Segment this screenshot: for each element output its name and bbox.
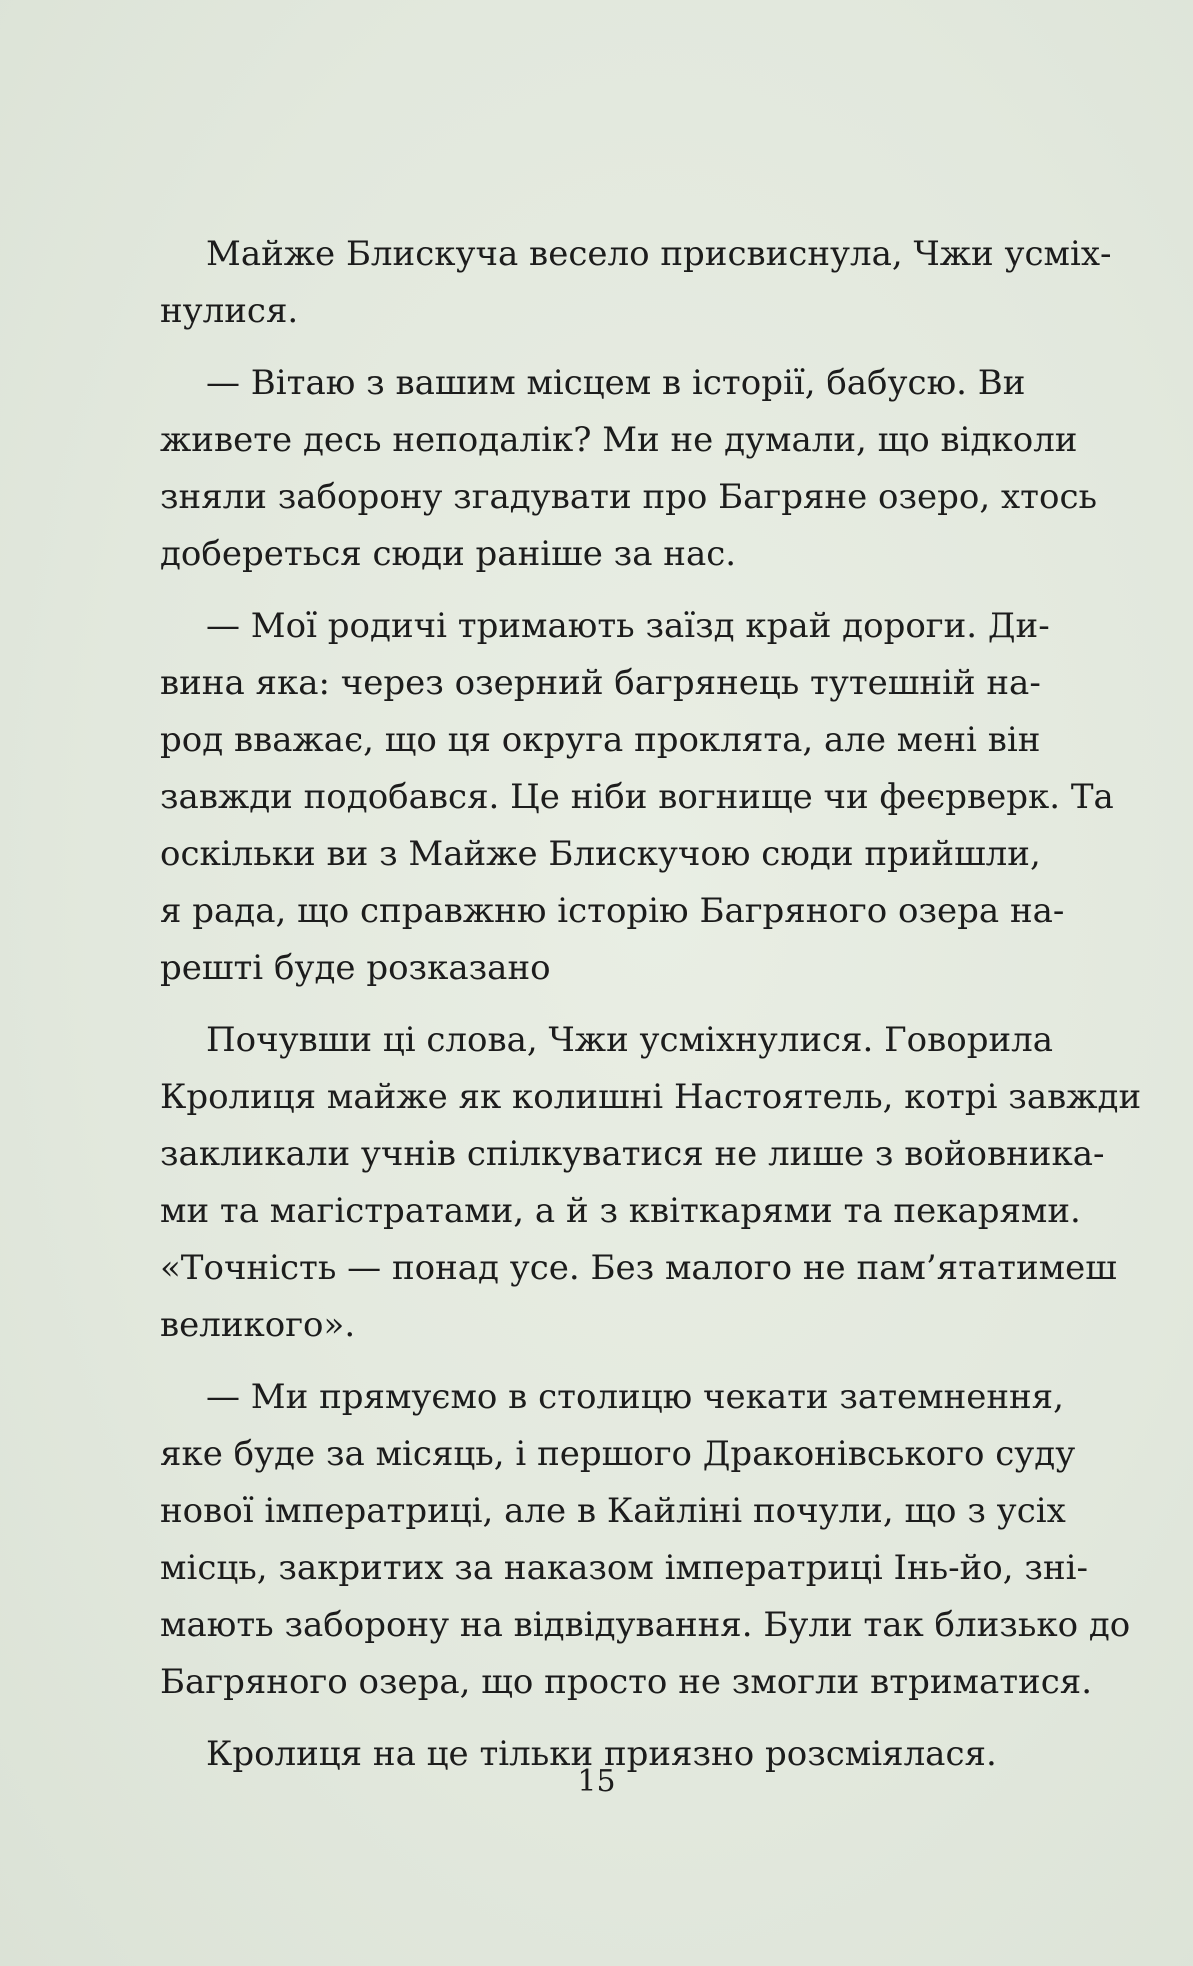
- page-text: [160, 226, 1142, 1783]
- text-line: закликали учнів спілкуватися не лише з войовника-: [160, 1134, 1105, 1174]
- text-line: Кролиця на це тільки приязно розсміялася.: [206, 1734, 997, 1774]
- paragraph: [160, 226, 1112, 340]
- text-line: — Вітаю з вашим місцем в історії, бабусю. Ви: [206, 363, 1026, 403]
- text-line: вина яка: через озерний багрянець тутешній на-: [160, 663, 1041, 703]
- text-line: яке буде за місяць, і першого Драконівського суду: [160, 1434, 1076, 1474]
- text-line: оскільки ви з Майже Блискучою сюди прийшли,: [160, 834, 1041, 874]
- text-line: — Мої родичі тримають заїзд край дороги. Ди-: [206, 606, 1050, 646]
- text-line: завжди подобався. Це ніби вогнище чи феєрверк. Та: [160, 777, 1114, 817]
- text-line: Кролиця майже як колишні Настоятель, котрі завжди: [160, 1077, 1142, 1117]
- text-line: «Точність — понад усе. Без малого не пам’ятатимеш: [160, 1248, 1117, 1288]
- page-number: 15: [577, 1764, 616, 1799]
- text-line: Багряного озера, що просто не змогли втриматися.: [160, 1662, 1092, 1702]
- text-line: Майже Блискуча весело присвиснула, Чжи усміх-: [206, 234, 1112, 274]
- text-line: місць, закритих за наказом імператриці Інь-йо, зні-: [160, 1548, 1088, 1588]
- text-line: — Ми прямуємо в столицю чекати затемнення,: [206, 1377, 1064, 1417]
- paragraph: [160, 1012, 1142, 1354]
- text-line: ми та магістратами, а й з квіткарями та пекарями.: [160, 1191, 1081, 1231]
- text-line: род вважає, що ця округа проклята, але мені він: [160, 720, 1041, 760]
- text-line: добереться сюди раніше за нас.: [160, 534, 737, 574]
- text-line: я рада, що справжню історію Багряного озера на-: [160, 891, 1065, 931]
- paragraph: [160, 355, 1098, 583]
- text-line: нової імператриці, але в Кайліні почули, що з усіх: [160, 1491, 1066, 1531]
- text-line: решті буде розказано: [160, 948, 551, 988]
- text-line: Почувши ці слова, Чжи усміхнулися. Говорила: [206, 1020, 1053, 1060]
- text-line: великого».: [160, 1305, 356, 1345]
- paragraph: [160, 1369, 1131, 1711]
- paragraph: [160, 598, 1114, 997]
- text-line: нулися.: [160, 291, 299, 331]
- text-line: живете десь неподалік? Ми не думали, що відколи: [160, 420, 1078, 460]
- text-line: мають заборону на відвідування. Були так близько до: [160, 1605, 1131, 1645]
- text-line: зняли заборону згадувати про Багряне озеро, хтось: [160, 477, 1098, 517]
